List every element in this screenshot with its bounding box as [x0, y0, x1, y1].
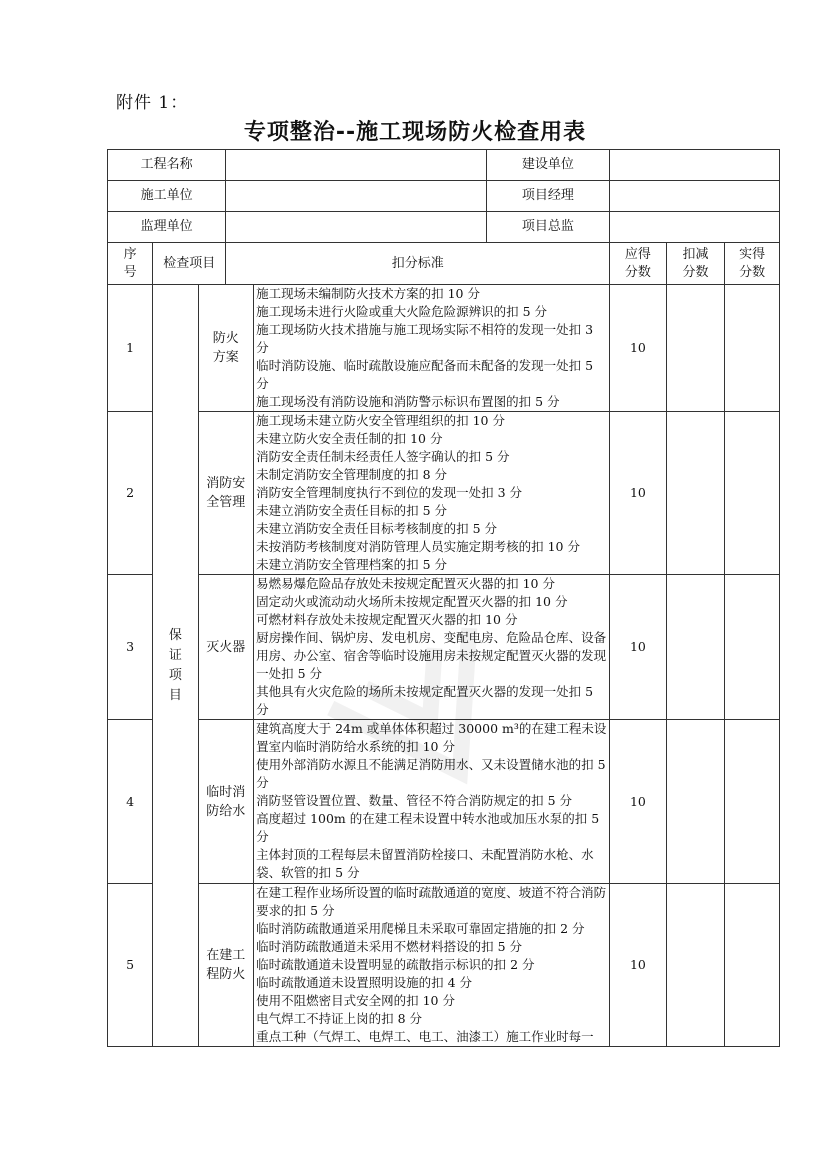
- info-value-field[interactable]: [226, 181, 486, 212]
- item-name: 临时消防给水: [198, 720, 254, 884]
- info-label: 工程名称: [108, 150, 226, 181]
- standard-line: 临时消防设施、临时疏散设施应配备而未配备的发现一处扣 5 分: [256, 358, 594, 391]
- standard-line: 施工现场防火技术措施与施工现场实际不相符的发现一处扣 3 分: [256, 322, 594, 355]
- item-actual-score-input[interactable]: [725, 884, 780, 1047]
- item-due-score: 10: [610, 575, 667, 720]
- item-deduct-score-input[interactable]: [666, 412, 725, 575]
- standard-line: 施工现场未建立防火安全管理组织的扣 10 分: [256, 413, 505, 428]
- info-value-field[interactable]: [610, 212, 780, 243]
- standard-line: 未建立防火安全责任制的扣 10 分: [256, 431, 443, 446]
- info-row: [108, 181, 780, 212]
- item-seq: 3: [108, 575, 153, 720]
- item-actual-score-input[interactable]: [725, 412, 780, 575]
- standard-line: 厨房操作间、锅炉房、发电机房、变配电房、危险品仓库、设备用房、办公室、宿舍等临时设施用房未按规定配置灭火器的发现一处扣 5 分: [256, 630, 607, 681]
- standard-line: 重点工种（气焊工、电焊工、电工、油漆工）施工作业时每一: [256, 1029, 594, 1044]
- item-name: 灭火器: [198, 575, 254, 720]
- item-standards: [254, 412, 610, 575]
- standard-line: 易燃易爆危险品存放处未按规定配置灭火器的扣 10 分: [256, 576, 555, 591]
- item-name: 消防安全管理: [198, 412, 254, 575]
- guarantee-text: 保证项目: [168, 627, 182, 703]
- info-row: [108, 150, 780, 181]
- header-actual-score: 实得分数: [725, 243, 780, 285]
- standard-line: 未建立消防安全管理档案的扣 5 分: [256, 557, 447, 572]
- info-label: 项目总监: [486, 212, 609, 243]
- header-seq: 序号: [108, 243, 153, 285]
- info-value-field[interactable]: [610, 150, 780, 181]
- table-row: [108, 884, 780, 1047]
- standard-line: 未制定消防安全管理制度的扣 8 分: [256, 467, 447, 482]
- item-standards: [254, 884, 610, 1047]
- standard-line: 临时消防疏散通道采用爬梯且未采取可靠固定措施的扣 2 分: [256, 921, 585, 936]
- standard-line: 电气焊工不持证上岗的扣 8 分: [256, 1011, 422, 1026]
- header-due-score: 应得分数: [610, 243, 667, 285]
- standard-line: 临时疏散通道未设置照明设施的扣 4 分: [256, 975, 472, 990]
- item-deduct-score-input[interactable]: [666, 285, 725, 412]
- standard-line: 在建工程作业场所设置的临时疏散通道的宽度、坡道不符合消防要求的扣 5 分: [256, 885, 607, 918]
- item-actual-score-input[interactable]: [725, 575, 780, 720]
- info-label: 施工单位: [108, 181, 226, 212]
- attachment-label: 附件 1：: [116, 93, 189, 113]
- standard-line: 临时消防疏散通道未采用不燃材料搭设的扣 5 分: [256, 939, 522, 954]
- info-value-field[interactable]: [226, 212, 486, 243]
- header-deduct-score: 扣减分数: [666, 243, 725, 285]
- standard-line: 施工现场没有消防设施和消防警示标识布置图的扣 5 分: [256, 394, 560, 409]
- item-name: 在建工程防火: [198, 884, 254, 1047]
- item-due-score: 10: [610, 884, 667, 1047]
- standard-line: 建筑高度大于 24m 或单体体积超过 30000 m³的在建工程未设置室内临时消防给水系统的扣 10 分: [256, 721, 607, 754]
- standard-line: 其他具有火灾危险的场所未按规定配置灭火器的发现一处扣 5 分: [256, 684, 594, 717]
- standard-line: 未建立消防安全责任目标的扣 5 分: [256, 503, 447, 518]
- info-value-field[interactable]: [610, 181, 780, 212]
- info-row: [108, 212, 780, 243]
- standard-line: 临时疏散通道未设置明显的疏散指示标识的扣 2 分: [256, 957, 535, 972]
- item-due-score: 10: [610, 285, 667, 412]
- standard-line: 固定动火或流动动火场所未按规定配置灭火器的扣 10 分: [256, 594, 568, 609]
- standard-line: 未按消防考核制度对消防管理人员实施定期考核的扣 10 分: [256, 539, 580, 554]
- page-title: 专项整治--施工现场防火检查用表: [243, 120, 587, 145]
- item-standards: [254, 285, 610, 412]
- info-value-field[interactable]: [226, 150, 486, 181]
- item-due-score: 10: [610, 412, 667, 575]
- standard-line: 未建立消防安全责任目标考核制度的扣 5 分: [256, 521, 497, 536]
- item-due-score: 10: [610, 720, 667, 884]
- header-item: 检查项目: [153, 243, 226, 285]
- standard-line: 消防竖管设置位置、数量、管径不符合消防规定的扣 5 分: [256, 793, 572, 808]
- item-seq: 4: [108, 720, 153, 884]
- header-standard: 扣分标准: [226, 243, 610, 285]
- standard-line: 主体封顶的工程每层未留置消防栓接口、未配置消防水枪、水袋、软管的扣 5 分: [256, 847, 594, 880]
- header-row: [108, 243, 780, 285]
- item-deduct-score-input[interactable]: [666, 884, 725, 1047]
- standard-line: 施工现场未进行火险或重大火险危险源辨识的扣 5 分: [256, 304, 547, 319]
- standard-line: 使用外部消防水源且不能满足消防用水、又未设置储水池的扣 5 分: [256, 757, 606, 790]
- info-label: 监理单位: [108, 212, 226, 243]
- info-label: 建设单位: [486, 150, 609, 181]
- item-deduct-score-input[interactable]: [666, 575, 725, 720]
- standard-line: 施工现场未编制防火技术方案的扣 10 分: [256, 286, 480, 301]
- table-row: [108, 412, 780, 575]
- item-deduct-score-input[interactable]: [666, 720, 725, 884]
- item-name: 防火方案: [198, 285, 254, 412]
- table-row: [108, 285, 780, 412]
- info-label: 项目经理: [486, 181, 609, 212]
- standard-line: 消防安全责任制未经责任人签字确认的扣 5 分: [256, 449, 510, 464]
- standard-line: 高度超过 100m 的在建工程未设置中转水池或加压水泵的扣 5 分: [256, 811, 600, 844]
- item-actual-score-input[interactable]: [725, 285, 780, 412]
- item-seq: 2: [108, 412, 153, 575]
- standard-line: 使用不阻燃密目式安全网的扣 10 分: [256, 993, 455, 1008]
- standard-line: 可燃材料存放处未按规定配置灭火器的扣 10 分: [256, 612, 518, 627]
- item-seq: 5: [108, 884, 153, 1047]
- standard-line: 消防安全管理制度执行不到位的发现一处扣 3 分: [256, 485, 522, 500]
- item-actual-score-input[interactable]: [725, 720, 780, 884]
- guarantee-label: [153, 285, 198, 1047]
- item-seq: 1: [108, 285, 153, 412]
